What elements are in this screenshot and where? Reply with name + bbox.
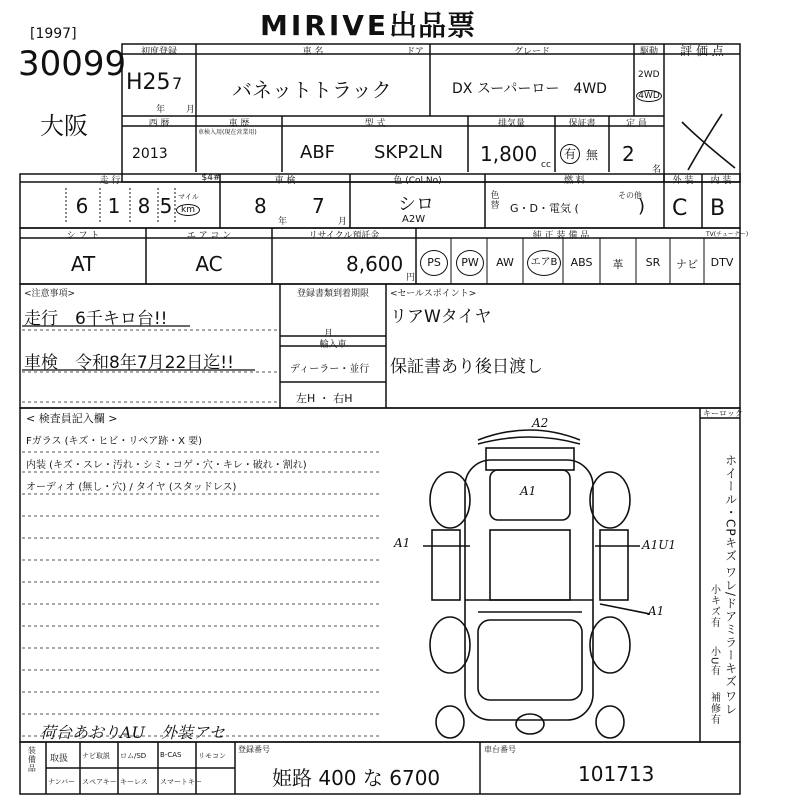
fuel-options: G・D・電気 ( — [510, 202, 579, 215]
label-mileage: 走 行 — [99, 176, 121, 186]
first-reg-month: 7 — [172, 74, 183, 93]
drive-2wd: 2WD — [638, 70, 660, 80]
shift-value: AT — [70, 252, 96, 276]
type-prefix: ABF — [300, 142, 336, 163]
equipment-pw: PW — [456, 250, 484, 276]
inspection-month: 7 — [312, 194, 325, 218]
sales-label: <セールスポイント> — [390, 289, 477, 299]
inspector-line-3: オーディオ (無し・穴) / タイヤ (スタッドレス) — [26, 482, 237, 493]
keylock-vertical-3: ワレ — [723, 690, 738, 716]
nen-label-2: 年 — [278, 217, 288, 227]
mileage-digit: 5 — [159, 194, 173, 218]
keylock-label: キーロック — [703, 409, 743, 418]
fuel-other: その他 — [618, 191, 642, 200]
inspector-line-1: Fガラス (キズ・ヒビ・リペア跡・X 要) — [26, 436, 203, 447]
label-capacity: 定 員 — [626, 119, 647, 129]
warranty-yes: 有 — [560, 144, 580, 164]
car-diagram — [423, 430, 650, 738]
color-change-label: 色替 — [488, 190, 499, 210]
notes-line-2: 車検 令和8年7月22日迄!! — [24, 353, 234, 373]
label-western: 西 暦 — [148, 119, 170, 129]
cc-unit: cc — [541, 160, 551, 170]
interior-grade: B — [710, 196, 726, 221]
footer-label: 取扱 — [50, 754, 69, 764]
label-displacement: 排気量 — [497, 119, 525, 129]
mileage-unit-mile: マイル — [178, 193, 199, 201]
capacity-value: 2 — [622, 142, 635, 166]
inspector-line-2: 内装 (キズ・スレ・汚れ・シミ・コゲ・穴・キレ・破れ・割れ) — [26, 460, 307, 471]
keylock-vertical-2: ワレ/ドアミラーキズ — [723, 566, 738, 689]
mileage-unit-km: km — [176, 204, 200, 216]
keylock-vertical-1: ホイール・CPキズ — [723, 454, 738, 563]
color-value: シロ — [398, 194, 434, 215]
label-mileage-sub: $4# — [201, 173, 221, 183]
location: 大阪 — [40, 112, 88, 140]
footer-label: ナンバー — [48, 778, 76, 786]
label-equipment: 純 正 装 備 品 — [532, 231, 590, 241]
reg-number: 姫路 400 な 6700 — [272, 766, 441, 790]
mark-a1-left: A1 — [394, 536, 411, 550]
footer-label: リモコン — [198, 752, 226, 760]
chassis-note: 車検入用(現在営業用) — [198, 129, 257, 136]
label-door: ドア — [406, 47, 424, 57]
equipment-ps: PS — [420, 250, 448, 276]
color-no: A2W — [402, 214, 426, 225]
nen-label: 年 — [156, 105, 166, 115]
model-name: バネットトラック — [232, 78, 392, 102]
handle-options: 左H ・ 右H — [296, 392, 353, 405]
label-color: 色 (Col.No) — [393, 176, 442, 186]
reg-number-label: 登録番号 — [238, 745, 270, 754]
label-drive: 駆動 — [639, 47, 658, 57]
brand-title — [260, 4, 476, 44]
form-title: 出品票 — [389, 9, 477, 42]
notes-label: <注意事項> — [24, 289, 76, 299]
recycle-value: 8,600 — [346, 252, 404, 276]
equipment-sr: SR — [645, 256, 661, 269]
equipment-leather: 革 — [612, 258, 624, 271]
brand-name: MIRIVE — [260, 9, 390, 42]
first-reg-era: H25 — [126, 70, 171, 95]
import-options: ディーラー・並行 — [290, 364, 370, 375]
label-tv: TV(チューナー) — [706, 231, 749, 238]
label-inspection: 車 検 — [274, 176, 296, 186]
label-grade: グレード — [513, 47, 550, 57]
equipment-dtv: DTV — [710, 256, 734, 269]
footer-label: スペアキー — [82, 778, 117, 786]
label-chassis: 車 歴 — [228, 119, 250, 129]
label-type: 型 式 — [364, 119, 386, 129]
label-interior: 内 装 — [710, 176, 732, 186]
keylock-vertical-6: 補修有 — [708, 692, 720, 725]
equipment-airbag: エアB — [527, 250, 561, 276]
equipment-navi: ナビ — [676, 258, 698, 271]
tsuki-label-2: 月 — [338, 217, 348, 227]
footer-label: ロム/SD — [120, 752, 147, 760]
import-label: 輸入車 — [319, 340, 347, 350]
chassis-number: 101713 — [578, 762, 655, 786]
score-mark — [700, 130, 701, 131]
warranty-no: 無 — [586, 148, 599, 162]
label-first-reg: 初度登録 — [140, 47, 177, 57]
grade-value: DX スーパーロー 4WD — [452, 81, 607, 97]
displacement-value: 1,800 — [480, 142, 538, 166]
handwritten-note: 荷台あおりAU 外装アセ — [40, 723, 225, 742]
mileage-digit: 8 — [137, 194, 151, 218]
label-model: 車 名 — [302, 47, 324, 57]
mark-a1u1-right: A1U1 — [642, 538, 677, 552]
inspector-label: < 検査員記入欄 > — [26, 412, 118, 425]
fuel-close: ) — [638, 196, 646, 217]
label-shift: シ フ ト — [66, 231, 100, 241]
inspection-year: 8 — [254, 194, 267, 218]
footer-label: ナビ取説 — [82, 752, 110, 760]
aircon-value: AC — [195, 252, 223, 276]
score-mark-drawing — [682, 114, 735, 170]
exterior-grade: C — [672, 196, 688, 221]
tsuki-label: 月 — [186, 105, 196, 115]
equipment-abs: ABS — [570, 256, 593, 269]
capacity-unit: 名 — [652, 165, 662, 175]
footer-label: B-CAS — [160, 751, 182, 759]
footer-label: キーレス — [120, 778, 148, 786]
sales-line-2: 保証書あり後日渡し — [390, 357, 543, 377]
mileage-digit: 6 — [75, 194, 89, 218]
mark-a2: A2 — [532, 416, 549, 430]
keylock-vertical-5: 小U有 — [708, 646, 720, 677]
reg-deadline-label: 登録書類到着期限 — [296, 289, 369, 299]
chassis-number-label: 車台番号 — [484, 745, 516, 754]
label-warranty: 保証書 — [568, 119, 596, 129]
reg-deadline-month: 月 — [324, 329, 334, 339]
code-bracket: [1997] — [30, 26, 77, 42]
label-exterior: 外 装 — [672, 176, 694, 186]
lot-number: 30099 — [18, 44, 127, 84]
label-score: 評 価 点 — [680, 44, 724, 58]
notes-line-1: 走行 6千キロ台!! — [24, 309, 168, 329]
equipment-aw: AW — [496, 256, 514, 269]
type-code: SKP2LN — [374, 142, 444, 163]
sales-line-1: リアWタイヤ — [390, 307, 492, 327]
label-aircon: エ ア コ ン — [186, 231, 232, 241]
year-value: 2013 — [132, 146, 168, 162]
yen-unit: 円 — [406, 273, 416, 283]
label-fuel: 燃 料 — [564, 176, 585, 186]
mark-a1-top: A1 — [520, 484, 537, 498]
mileage-digit: 1 — [107, 194, 121, 218]
mark-a1-right-lower: A1 — [648, 604, 665, 618]
label-recycle: リサイクル預託金 — [308, 231, 380, 241]
drive-4wd: 4WD — [636, 90, 662, 102]
footer-side-label: 装備品 — [27, 746, 37, 773]
footer-label: スマートキー — [160, 778, 202, 786]
keylock-vertical-4: 小キズ有 — [708, 584, 720, 628]
